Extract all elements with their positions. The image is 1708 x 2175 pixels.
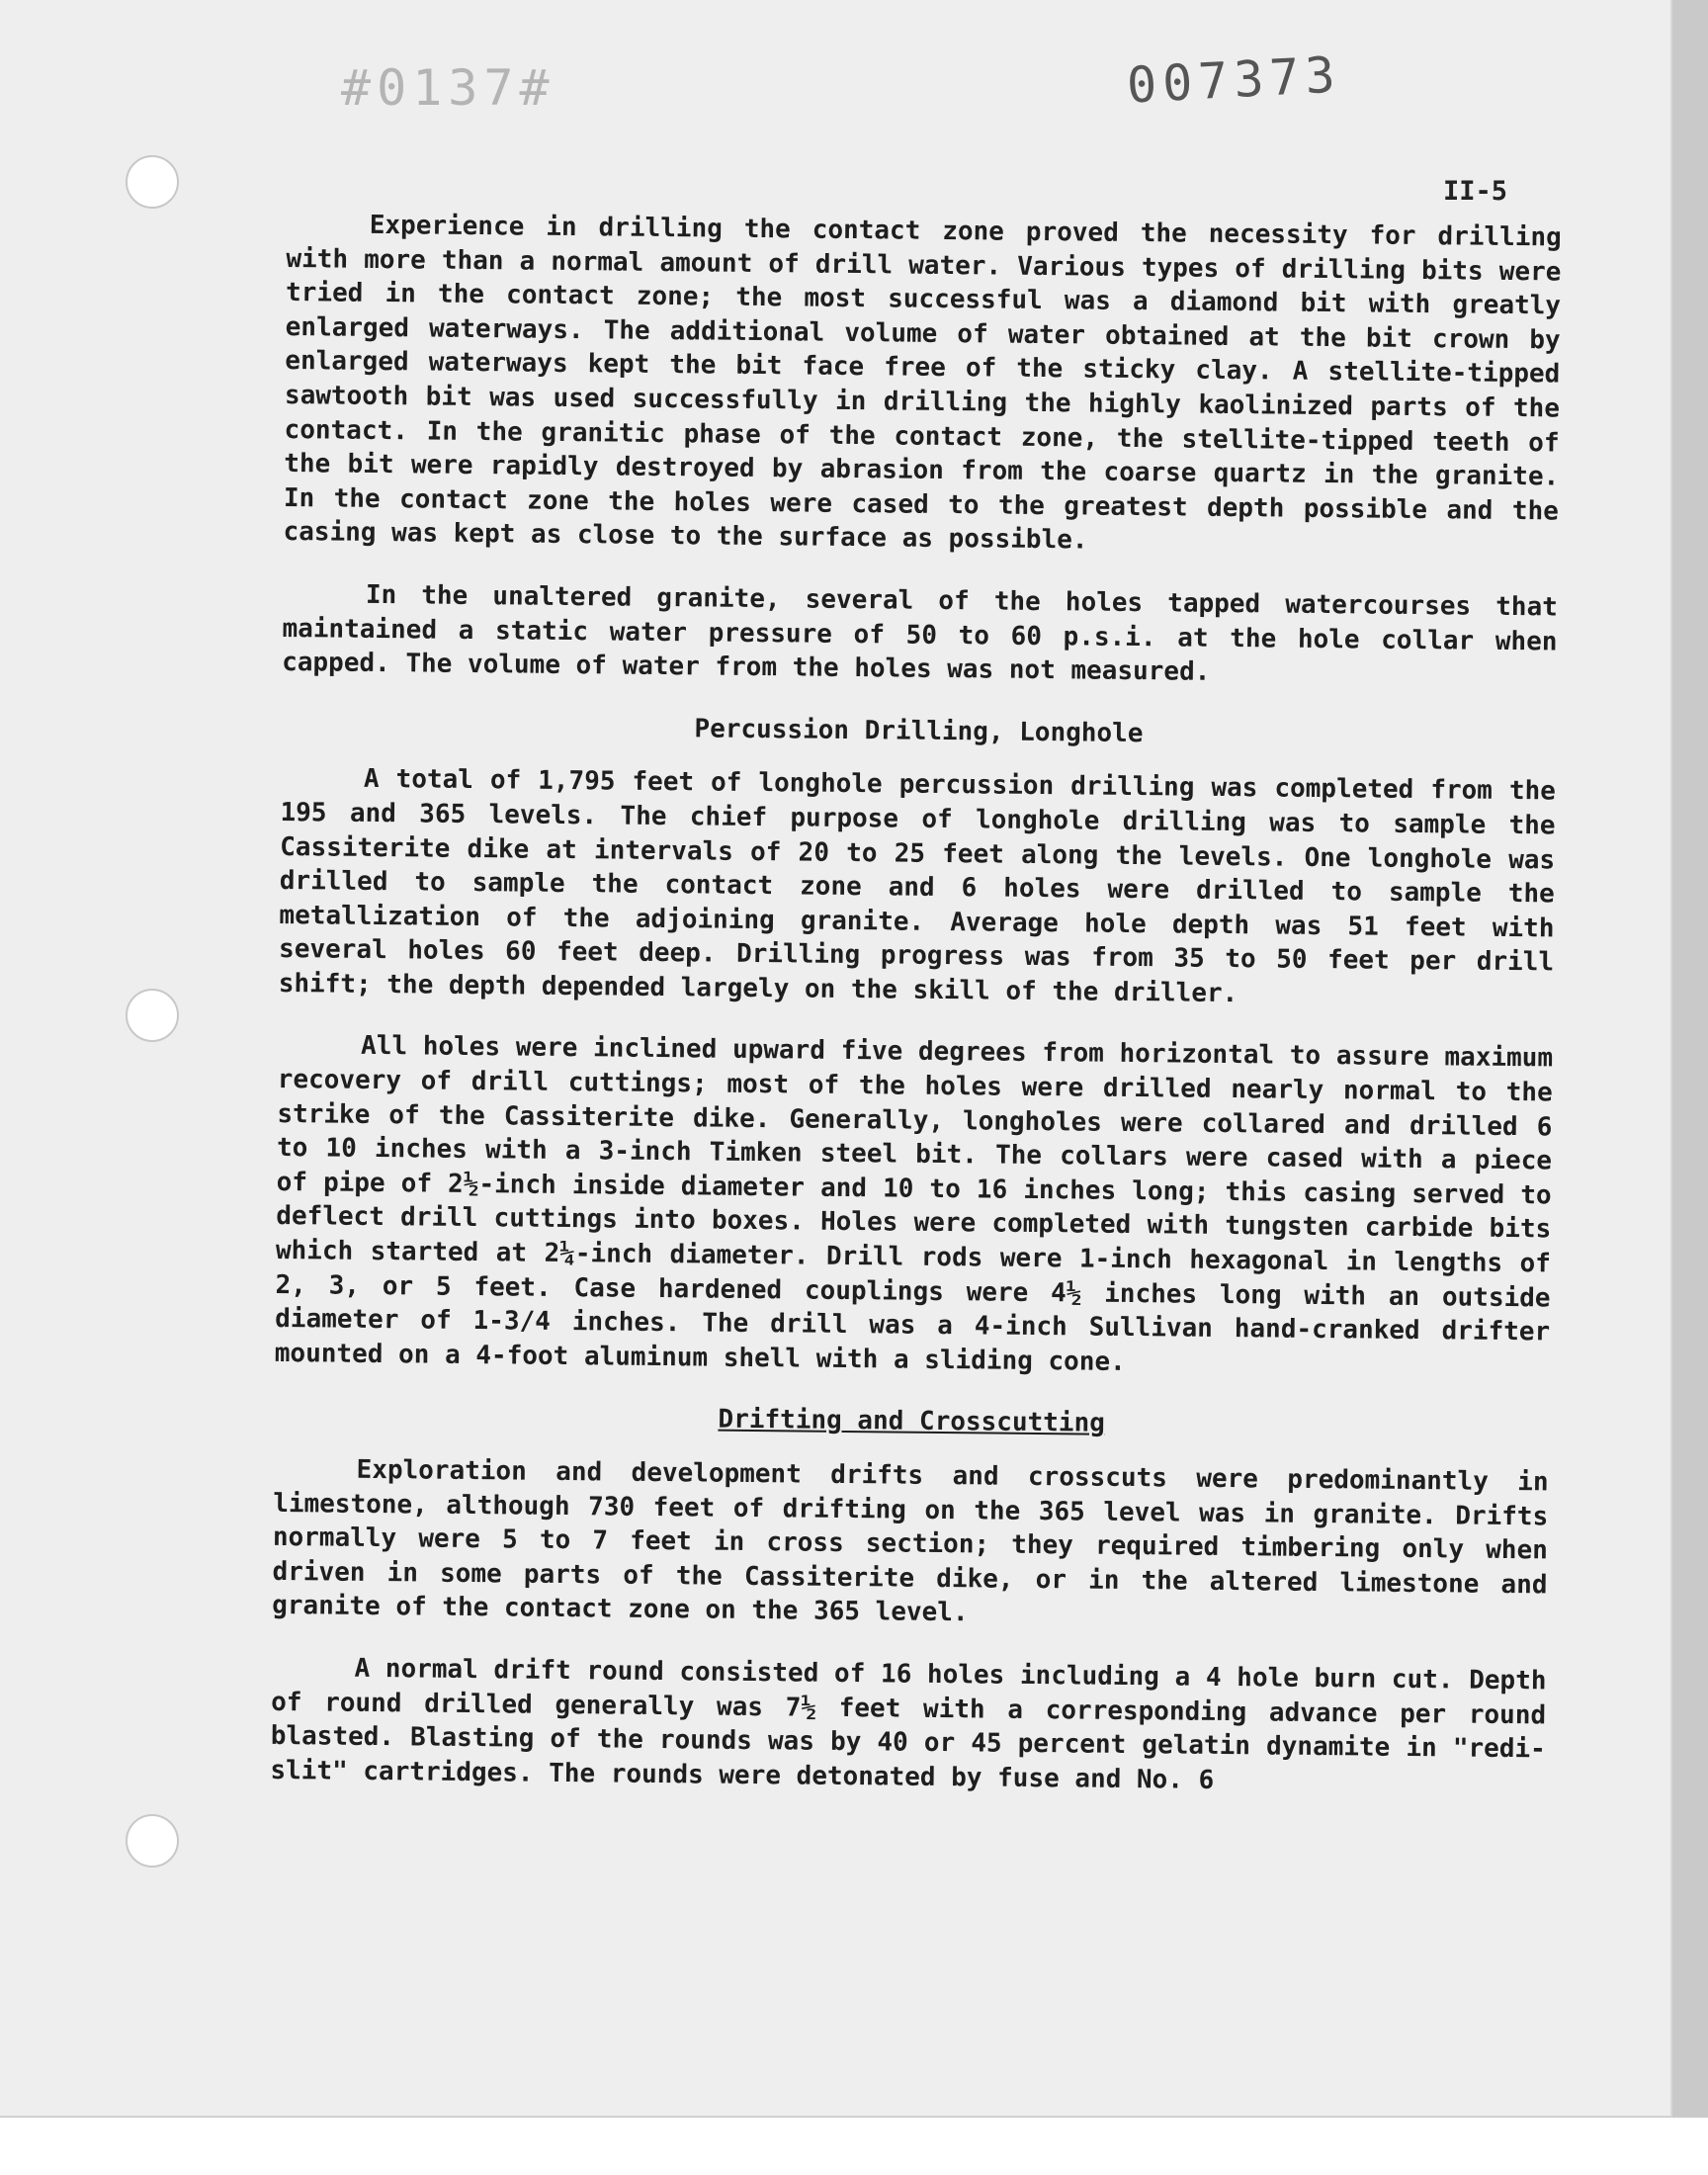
document-body: [270, 208, 1562, 1829]
paragraph-drift-round: A normal drift round consisted of 16 holes including a 4 hole burn cut. Depth of round drilled generally was 7½ feet with a corresponding advance per round blasted. Blasting of the rounds was by 40 or 45 percent gelatin dynamite in "redi-slit" cartridges. The rounds were detonated by fuse and No. 6: [270, 1653, 1547, 1795]
page-number: II-5: [1443, 176, 1508, 207]
scan-margin: [0, 2118, 1708, 2175]
paragraph-exploration-drifts: Exploration and development drifts and crosscuts were predominantly in limestone, although 730 feet of drifting on the 365 level was in granite. Drifts normally were 5 to 7 feet in cross section; they required timbering only when driven in some parts of the Cassiterite dike, or in the altered limestone and granite of the contact zone on the 365 level.: [272, 1454, 1549, 1628]
paragraph-unaltered-granite: In the unaltered granite, several of the holes tapped watercourses that maintained a static water pressure of 50 to 60 p.s.i. at the hole collar when capped. The volume of water from the holes was not measured.: [282, 579, 1558, 687]
section-heading-percussion-drilling: Percussion Drilling, Longhole: [694, 714, 1144, 748]
paragraph-holes-inclined: All holes were inclined upward five degrees from horizontal to assure maximum recovery of drill cuttings; most of the holes were drilled nearly normal to the strike of the Cassiterite dike. Generally, longholes were collared and drilled 6 to 10 inches with a 3-inch Timken steel bit. The collars were cased with a piece of pipe of 2½-inch inside diameter and 10 to 16 inches long; this casing served to deflect drill cuttings into boxes. Holes were completed with tungsten carbide bits which started at 2¼-inch diameter. Drill rods were 1-inch hexagonal in lengths of 2, 3, or 5 feet. Case hardened couplings were 4½ inches long with an outside diameter of 1-3/4 inches. The drill was a 4-inch Sullivan hand-cranked drifter mounted on a 4-foot aluminum shell with a sliding cone.: [274, 1031, 1554, 1377]
faint-stamp-number: #0137#: [341, 59, 555, 117]
stamp-number: 007373: [1125, 45, 1342, 115]
punch-hole-bottom: [126, 1814, 179, 1868]
punch-hole-middle: [126, 989, 179, 1042]
paragraph-drilling-contact-zone: Experience in drilling the contact zone proved the necessity for drilling with more than a normal amount of drill water. Various types of drilling bits were tried in the contact zone; the most successful was a diamond bit with greatly enlarged waterways. The additional volume of water obtained at the bit crown by enlarged waterways kept the bit face free of the sticky clay. A stellite-tipped sawtooth bit was used successfully in drilling the highly kaolinized parts of the contact. In the granitic phase of the contact zone, the stellite-tipped teeth of the bit were rapidly destroyed by abrasion from the coarse quartz in the granite. In the contact zone the holes were cased to the greatest depth possible and the casing was kept as close to the surface as possible.: [283, 210, 1562, 556]
punch-hole-top: [126, 155, 179, 209]
section-heading-drifting: Drifting and Crosscutting: [718, 1405, 1105, 1439]
paragraph-longhole-total: A total of 1,795 feet of longhole percussion drilling was completed from the 195 and 365 levels. The chief purpose of longhole drilling was to sample the Cassiterite dike at intervals of 20 to 25 feet along the levels. One longhole was drilled to sample the contact zone and 6 holes were drilled to sample the metallization of the adjoining granite. Average hole depth was 51 feet with several holes 60 feet deep. Drilling progress was from 35 to 50 feet per drill shift; the depth depended largely on the skill of the driller.: [278, 764, 1557, 1008]
